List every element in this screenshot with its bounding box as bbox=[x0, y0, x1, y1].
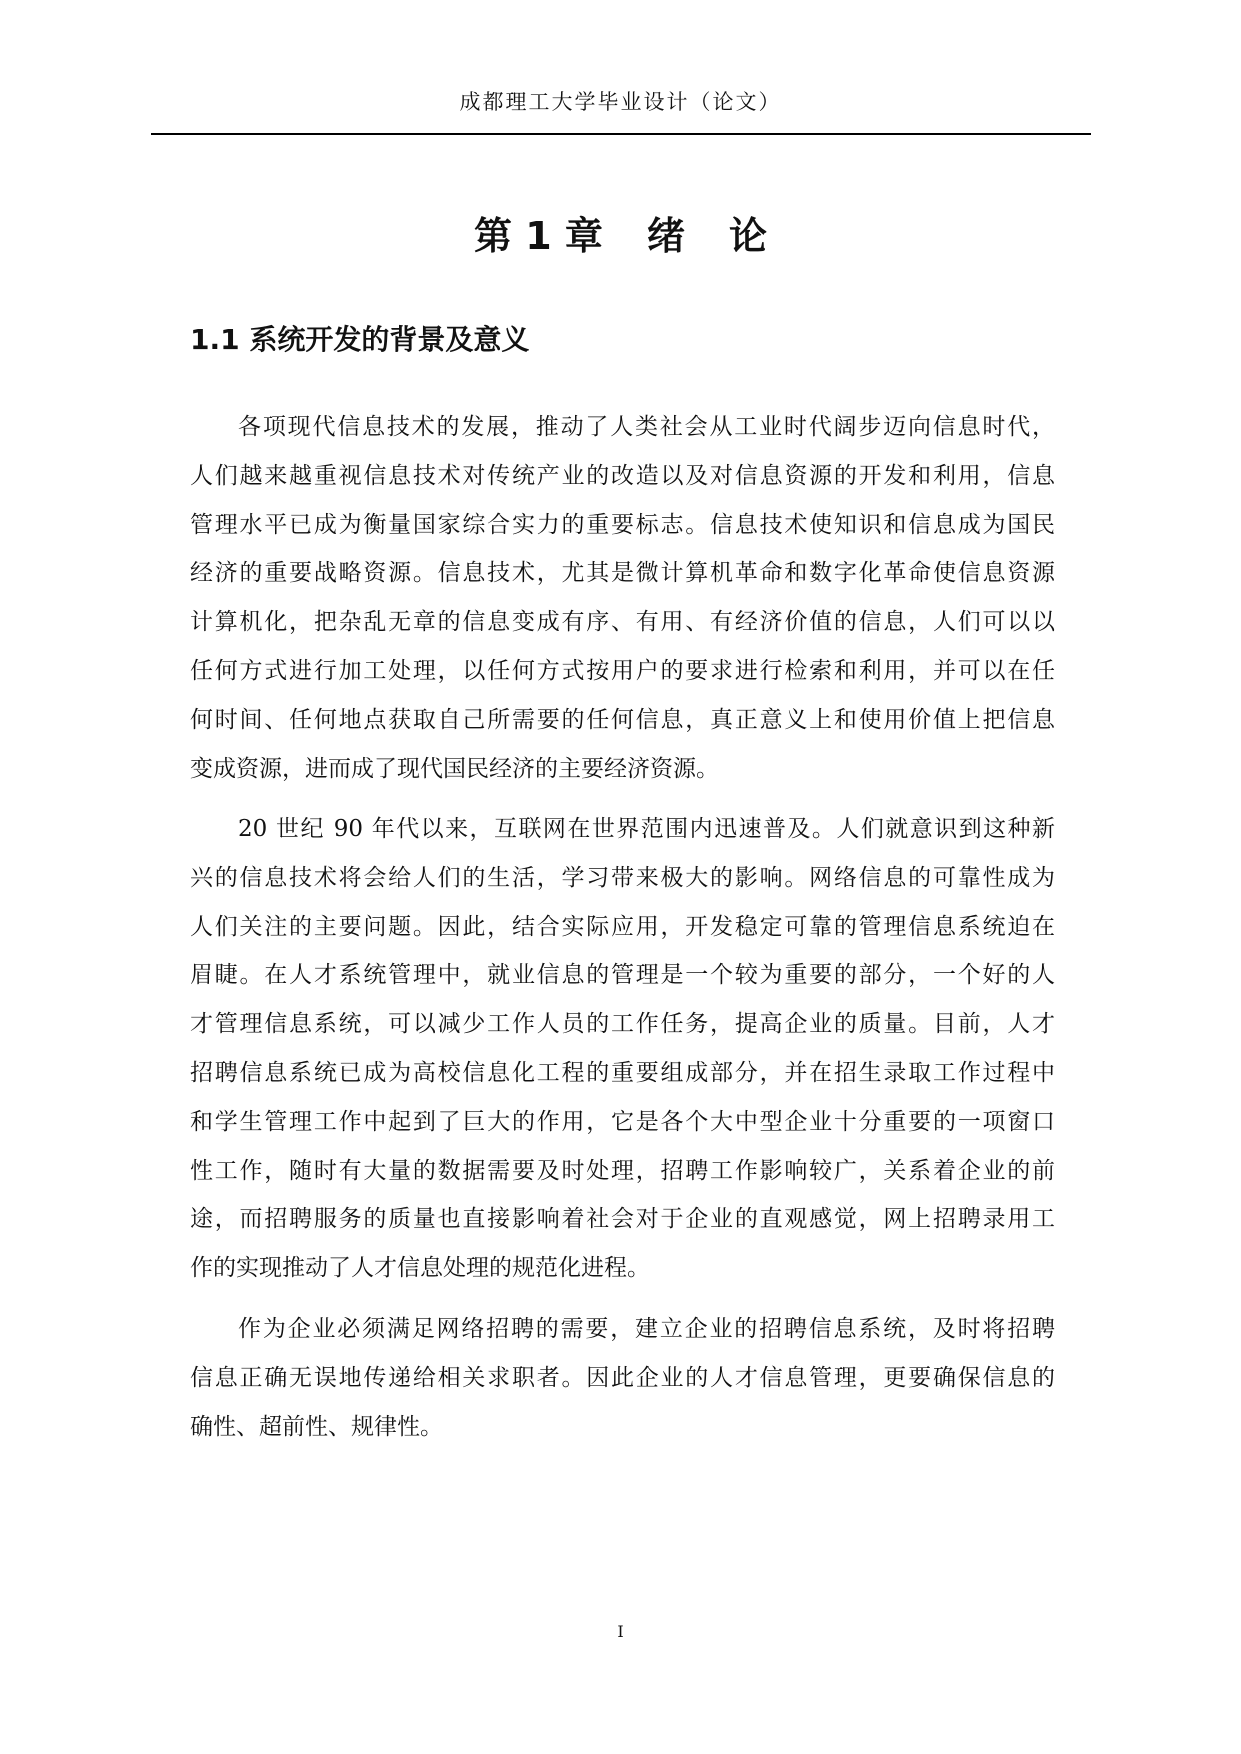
paragraph-line: 20 世纪 90 年代以来，互联网在世界范围内迅速普及。人们就意识到这种新 bbox=[238, 816, 1055, 842]
paragraph-line: 作为企业必须满足网络招聘的需要，建立企业的招聘信息系统，及时将招聘 bbox=[238, 1316, 1055, 1342]
body-paragraph bbox=[190, 403, 1055, 793]
paragraph-line: 途，而招聘服务的质量也直接影响着社会对于企业的直观感觉，网上招聘录用工 bbox=[190, 1206, 1055, 1233]
paragraph-line: 作的实现推动了人才信息处理的规范化进程。 bbox=[190, 1255, 650, 1282]
paragraph-line: 兴的信息技术将会给人们的生活，学习带来极大的影响。网络信息的可靠性成为 bbox=[190, 864, 1055, 891]
header-rule bbox=[151, 133, 1091, 135]
paragraph-line: 何时间、任何地点获取自己所需要的任何信息，真正意义上和使用价值上把信息 bbox=[190, 706, 1055, 733]
paragraph-line: 经济的重要战略资源。信息技术，尤其是微计算机革命和数字化革命使信息资源 bbox=[190, 560, 1055, 587]
body-paragraph bbox=[190, 805, 1055, 1293]
page-number: I bbox=[617, 1622, 624, 1641]
body-paragraph bbox=[190, 1305, 1055, 1451]
paragraph-line: 任何方式进行加工处理，以任何方式按用户的要求进行检索和利用，并可以在任 bbox=[190, 657, 1055, 684]
paragraph-line: 眉睫。在人才系统管理中，就业信息的管理是一个较为重要的部分，一个好的人 bbox=[190, 962, 1055, 989]
paragraph-line: 招聘信息系统已成为高校信息化工程的重要组成部分，并在招生录取工作过程中 bbox=[190, 1059, 1055, 1086]
chapter-title-char: 绪 bbox=[646, 214, 685, 258]
chapter-number-label: 第 1 章 bbox=[474, 214, 603, 258]
paragraph-line: 管理水平已成为衡量国家综合实力的重要标志。信息技术使知识和信息成为国民 bbox=[190, 511, 1055, 538]
paragraph-line: 变成资源，进而成了现代国民经济的主要经济资源。 bbox=[190, 755, 719, 782]
paragraph-line: 性工作，随时有大量的数据需要及时处理，招聘工作影响较广，关系着企业的前 bbox=[190, 1157, 1055, 1184]
paragraph-line: 确性、超前性、规律性。 bbox=[190, 1413, 443, 1440]
paragraph-line: 才管理信息系统，可以减少工作人员的工作任务，提高企业的质量。目前，人才 bbox=[190, 1011, 1055, 1038]
paragraph-line: 人们关注的主要问题。因此，结合实际应用，开发稳定可靠的管理信息系统迫在 bbox=[190, 913, 1055, 940]
running-header: 成都理工大学毕业设计（论文） bbox=[459, 90, 782, 114]
section-title: 1.1 系统开发的背景及意义 bbox=[190, 323, 530, 356]
paragraph-line: 和学生管理工作中起到了巨大的作用，它是各个大中型企业十分重要的一项窗口 bbox=[190, 1108, 1055, 1135]
chapter-title-char: 论 bbox=[728, 214, 767, 258]
paragraph-line: 计算机化，把杂乱无章的信息变成有序、有用、有经济价值的信息，人们可以以 bbox=[190, 609, 1055, 636]
chapter-title bbox=[0, 210, 1241, 262]
paragraph-line: 信息正确无误地传递给相关求职者。因此企业的人才信息管理，更要确保信息的 bbox=[190, 1364, 1055, 1391]
paragraph-line: 人们越来越重视信息技术对传统产业的改造以及对信息资源的开发和利用，信息 bbox=[190, 462, 1055, 489]
paragraph-line: 各项现代信息技术的发展，推动了人类社会从工业时代阔步迈向信息时代， bbox=[238, 414, 1055, 440]
